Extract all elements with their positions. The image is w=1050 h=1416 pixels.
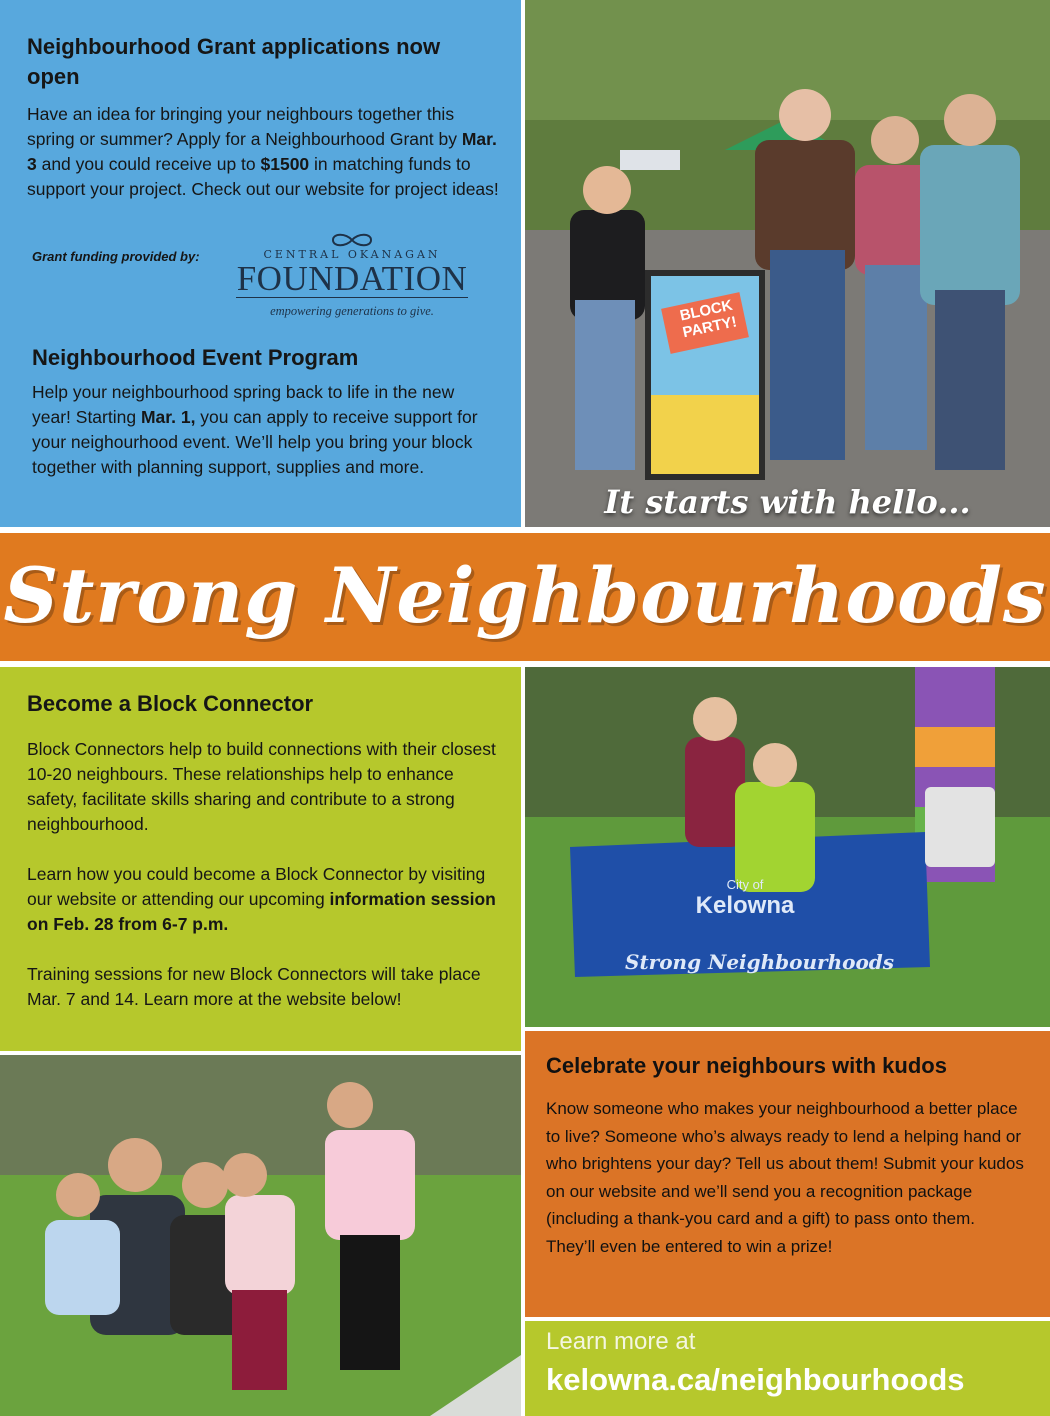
connector-para1: Block Connectors help to build connections with their closest 10-20 neighbours. These relationships help to enhance safety, facilitate skills sharing and contribute to a strong neighbourhood.: [27, 739, 496, 834]
connector-para3: Training sessions for new Block Connectors will take place Mar. 7 and 14. Learn more at the website below!: [27, 964, 481, 1009]
learn-more-label: Learn more at: [546, 1328, 696, 1355]
infinity-icon: [327, 232, 377, 248]
learn-more-panel: [525, 1321, 1050, 1416]
event-title: Neighbourhood Event Program: [32, 345, 359, 370]
funding-label: Grant funding provided by:: [32, 249, 200, 264]
foundation-top-line: CENTRAL OKANAGAN: [263, 248, 441, 261]
foundation-logo: [236, 232, 468, 319]
block-party-photo: [525, 0, 1050, 527]
tablecloth-script: Strong Neighbourhoods: [625, 950, 895, 974]
kudos-body: Know someone who makes your neighbourhood a better place to live? Someone who’s always ready to lend a helping hand or who brightens your day? Tell us about them! Submit your kudos on our website and we’ll send you a recognition package (including a thank-you card and a gift) to pass onto them. They’ll even be entered to win a prize!: [546, 1099, 1024, 1256]
connector-para2: Learn how you could become a Block Connector by visiting our website or attending our upcoming information session on Feb. 28 from 6-7 p.m.: [27, 864, 496, 934]
block-party-scene: [525, 0, 1050, 527]
grant-title: Neighbourhood Grant applications now open: [27, 34, 441, 89]
family-photo: [0, 1055, 521, 1416]
connector-title: Become a Block Connector: [27, 691, 314, 716]
foundation-name: FOUNDATION: [236, 259, 468, 298]
sign-text: BLOCK PARTY!: [678, 296, 739, 342]
grant-panel: [0, 0, 521, 527]
grant-body: Have an idea for bringing your neighbours together this spring or summer? Apply for a Neighbourhood Grant by Mar. 3 and you could receive up to $1500 in matching funds to support your project. Check out our website for project ideas!: [27, 104, 499, 199]
website-link[interactable]: kelowna.ca/neighbourhoods: [546, 1362, 965, 1397]
tablecloth-city-of: City of: [726, 877, 764, 892]
photo-caption: It starts with hello...: [604, 483, 971, 521]
tablecloth-city: Kelowna: [695, 892, 795, 919]
title-banner: [0, 533, 1050, 661]
foundation-tagline: empowering generations to give.: [270, 304, 434, 318]
connector-panel: [0, 667, 521, 1051]
kudos-title: Celebrate your neighbours with kudos: [546, 1053, 947, 1078]
event-body: Help your neighbourhood spring back to life in the new year! Starting Mar. 1, you can apply to receive support for your neighourhood event. We’ll help you bring your block together with planning support, supplies and more.: [32, 382, 478, 477]
kudos-panel: [525, 1031, 1050, 1317]
tablecloth-text: [665, 877, 825, 920]
banner-title: Strong Neighbourhoods: [3, 551, 1047, 640]
kids-booth-photo: [525, 667, 1050, 1027]
family-scene: [0, 1055, 521, 1416]
